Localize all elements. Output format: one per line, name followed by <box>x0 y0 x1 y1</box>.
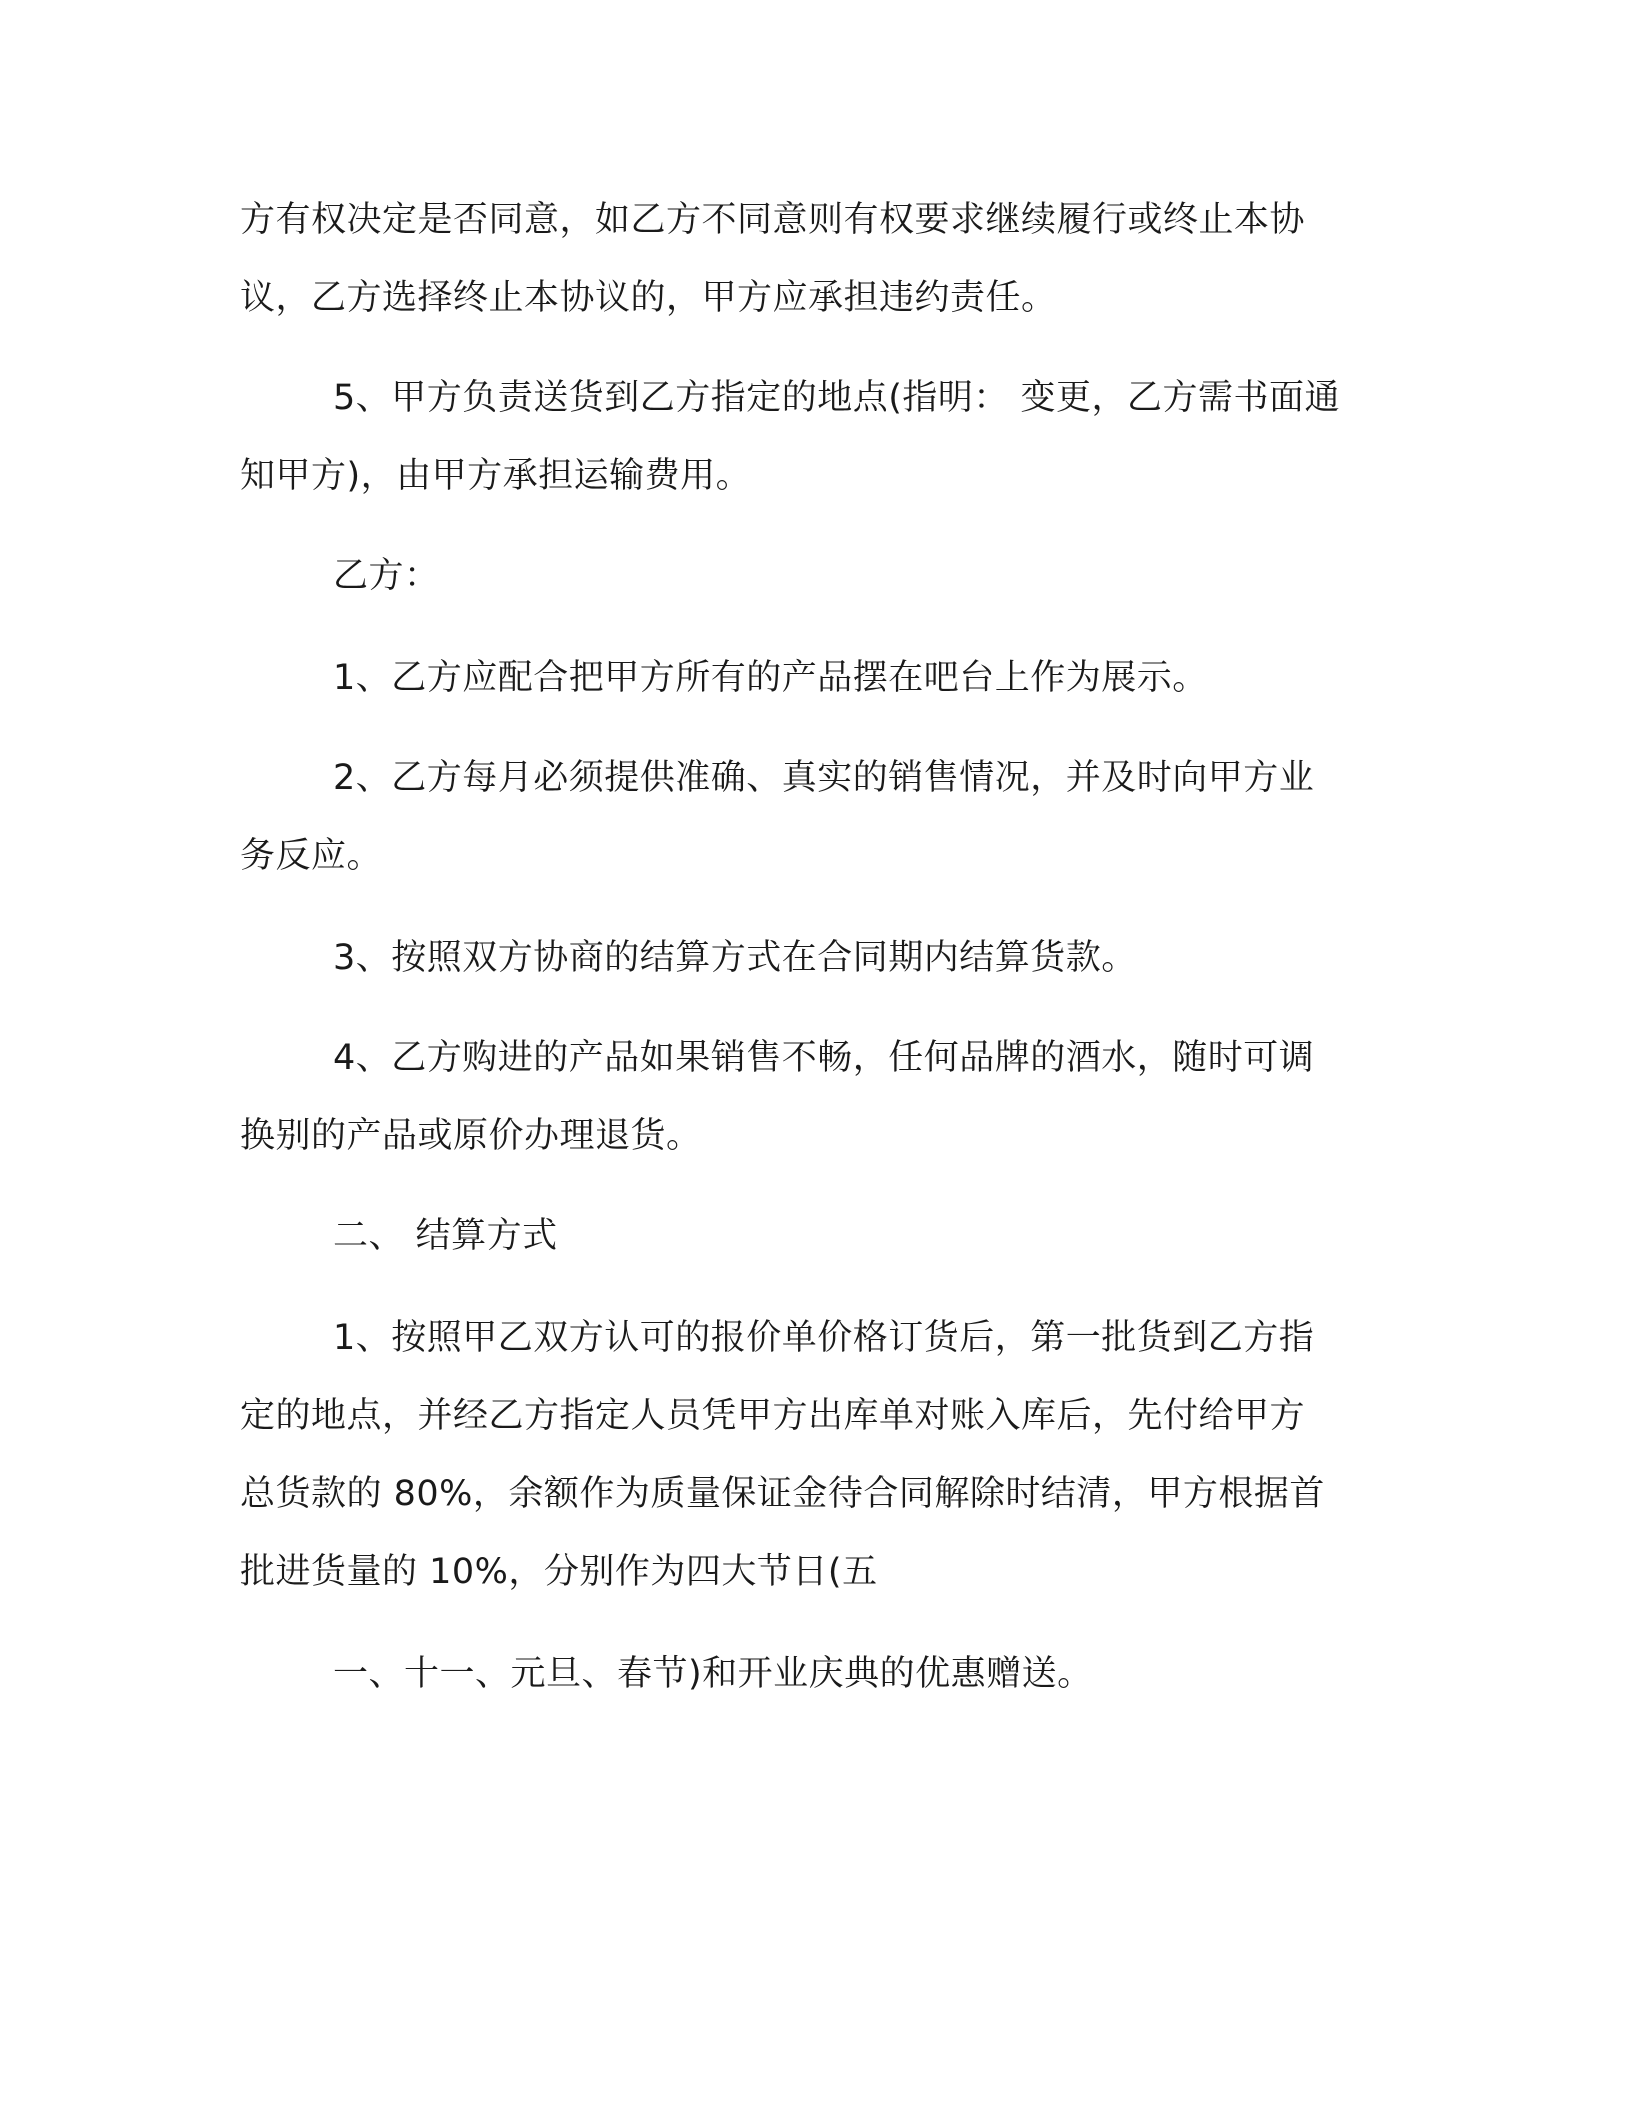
text-line: 知甲方)，由甲方承担运输费用。 <box>240 456 752 496</box>
text-line: 议，乙方选择终止本协议的，甲方应承担违约责任。 <box>240 278 1057 318</box>
text-line: 总货款的 80%，余额作为质量保证金待合同解除时结清，甲方根据首 <box>240 1474 1325 1514</box>
text-line: 2、乙方每月必须提供准确、真实的销售情况，并及时向甲方业 <box>333 758 1315 798</box>
text-line: 一、十一、元旦、春节)和开业庆典的优惠赠送。 <box>333 1654 1093 1694</box>
text-line: 3、按照双方协商的结算方式在合同期内结算货款。 <box>333 938 1137 978</box>
section-heading: 乙方： <box>333 556 440 596</box>
text-line: 4、乙方购进的产品如果销售不畅，任何品牌的酒水，随时可调 <box>333 1038 1315 1078</box>
text-line: 1、按照甲乙双方认可的报价单价格订货后，第一批货到乙方指 <box>333 1318 1315 1358</box>
text-line: 5、甲方负责送货到乙方指定的地点(指明： 变更，乙方需书面通 <box>333 378 1341 418</box>
section-heading: 二、 结算方式 <box>333 1216 558 1256</box>
text-line: 换别的产品或原价办理退货。 <box>240 1116 702 1156</box>
text-line: 务反应。 <box>240 836 383 876</box>
text-line: 方有权决定是否同意，如乙方不同意则有权要求继续履行或终止本协 <box>240 200 1306 240</box>
text-line: 1、乙方应配合把甲方所有的产品摆在吧台上作为展示。 <box>333 658 1208 698</box>
text-line: 定的地点，并经乙方指定人员凭甲方出库单对账入库后，先付给甲方 <box>240 1396 1306 1436</box>
text-line: 批进货量的 10%，分别作为四大节日(五 <box>240 1552 878 1592</box>
